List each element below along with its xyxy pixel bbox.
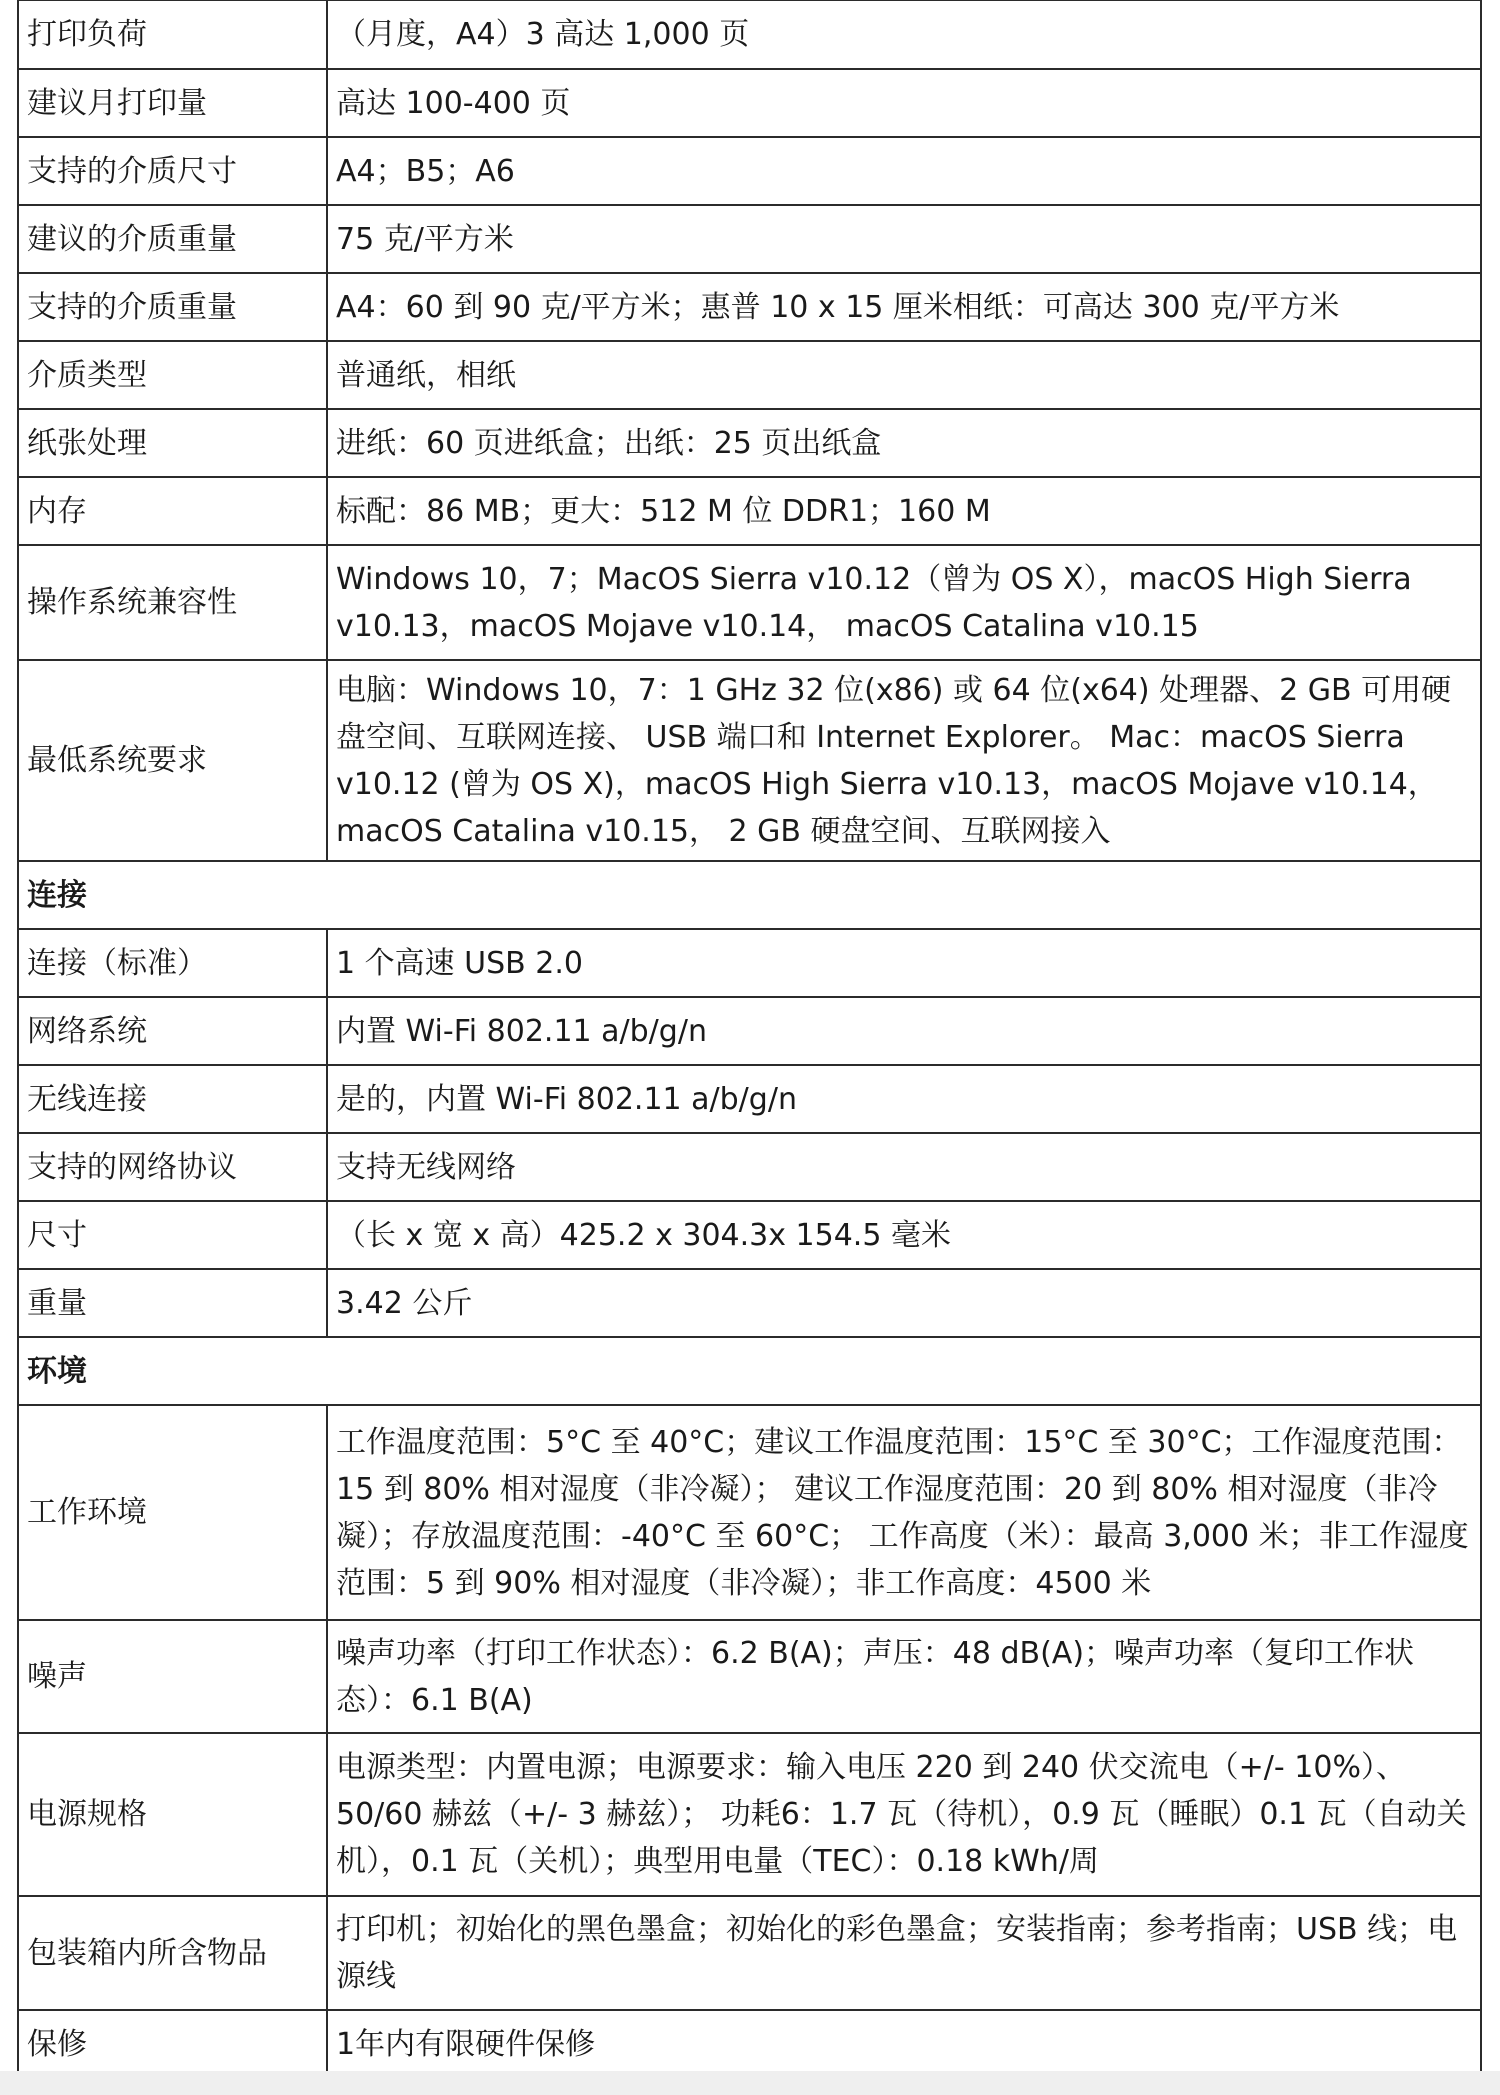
table-row: [18, 2010, 1481, 2078]
row-label: 内存: [18, 477, 327, 545]
table-row: [18, 341, 1481, 409]
spec-table-body: [18, 0, 1481, 2078]
row-value: 打印机；初始化的黑色墨盒；初始化的彩色墨盒；安装指南；参考指南；USB 线；电源线: [327, 1896, 1481, 2010]
table-row: [18, 409, 1481, 477]
table-row: [18, 1896, 1481, 2010]
table-row: [18, 477, 1481, 545]
row-label: 工作环境: [18, 1405, 327, 1620]
row-value: 内置 Wi-Fi 802.11 a/b/g/n: [327, 997, 1481, 1065]
table-row: [18, 1133, 1481, 1201]
row-label: 最低系统要求: [18, 660, 327, 861]
table-row: [18, 929, 1481, 997]
table-row: [18, 1620, 1481, 1733]
section-title-environment: 环境: [18, 1337, 1481, 1405]
row-value: 标配：86 MB；更大：512 M 位 DDR1；160 M: [327, 477, 1481, 545]
table-row: [18, 1201, 1481, 1269]
section-header: [18, 861, 1481, 929]
row-value: 1年内有限硬件保修: [327, 2010, 1481, 2078]
row-label: 建议月打印量: [18, 69, 327, 137]
row-label: 打印负荷: [18, 0, 327, 69]
row-value: 普通纸，相纸: [327, 341, 1481, 409]
table-row: [18, 997, 1481, 1065]
row-label: 无线连接: [18, 1065, 327, 1133]
table-row: [18, 205, 1481, 273]
table-row: [18, 545, 1481, 660]
row-value: Windows 10，7；MacOS Sierra v10.12（曾为 OS X），macOS High Sierra v10.13，macOS Mojave v10.14， macOS Catalina v10.15: [327, 545, 1481, 660]
table-row: [18, 69, 1481, 137]
row-value: 电源类型：内置电源；电源要求：输入电压 220 到 240 伏交流电（+/- 10%）、50/60 赫兹（+/- 3 赫兹）； 功耗6：1.7 瓦（待机），0.9 瓦（睡眠）0.1 瓦（自动关机），0.1 瓦（关机）；典型用电量（TEC）：0.18 kWh/周: [327, 1733, 1481, 1896]
row-value: （月度，A4）3 高达 1,000 页: [327, 0, 1481, 69]
table-row: [18, 1065, 1481, 1133]
table-row: [18, 273, 1481, 341]
table-row: [18, 137, 1481, 205]
row-label: 网络系统: [18, 997, 327, 1065]
row-label: 尺寸: [18, 1201, 327, 1269]
spec-table: [17, 0, 1482, 2079]
section-header: [18, 1337, 1481, 1405]
row-value: 进纸：60 页进纸盒；出纸：25 页出纸盒: [327, 409, 1481, 477]
row-label: 操作系统兼容性: [18, 545, 327, 660]
row-value: 是的，内置 Wi-Fi 802.11 a/b/g/n: [327, 1065, 1481, 1133]
row-value: 高达 100-400 页: [327, 69, 1481, 137]
row-value: 电脑：Windows 10，7：1 GHz 32 位(x86) 或 64 位(x64) 处理器、2 GB 可用硬盘空间、互联网连接、 USB 端口和 Internet Explorer。 Mac：macOS Sierra v10.12 (曾为 OS X)，macOS High Sierra v10.13，macOS Mojave v10.14，macOS Catalina v10.15， 2 GB 硬盘空间、互联网接入: [327, 660, 1481, 861]
table-row: [18, 1405, 1481, 1620]
row-label: 电源规格: [18, 1733, 327, 1896]
row-value: 3.42 公斤: [327, 1269, 1481, 1337]
row-value: A4：60 到 90 克/平方米；惠普 10 x 15 厘米相纸：可高达 300 克/平方米: [327, 273, 1481, 341]
row-label: 支持的网络协议: [18, 1133, 327, 1201]
row-label: 建议的介质重量: [18, 205, 327, 273]
row-label: 连接（标准）: [18, 929, 327, 997]
table-row: [18, 1269, 1481, 1337]
row-label: 纸张处理: [18, 409, 327, 477]
row-value: （长 x 宽 x 高）425.2 x 304.3x 154.5 毫米: [327, 1201, 1481, 1269]
row-value: 75 克/平方米: [327, 205, 1481, 273]
row-label: 重量: [18, 1269, 327, 1337]
row-label: 包装箱内所含物品: [18, 1896, 327, 2010]
row-value: 1 个高速 USB 2.0: [327, 929, 1481, 997]
row-label: 噪声: [18, 1620, 327, 1733]
page-bottom-band: [0, 2071, 1500, 2095]
row-value: 支持无线网络: [327, 1133, 1481, 1201]
row-value: 工作温度范围：5°C 至 40°C；建议工作温度范围：15°C 至 30°C；工作湿度范围：15 到 80% 相对湿度（非冷凝）； 建议工作湿度范围：20 到 80% 相对湿度（非冷凝）；存放温度范围：-40°C 至 60°C； 工作高度（米）：最高 3,000 米；非工作湿度范围：5 到 90% 相对湿度（非冷凝）；非工作高度：4500 米: [327, 1405, 1481, 1620]
row-value: 噪声功率（打印工作状态）：6.2 B(A)；声压：48 dB(A)；噪声功率（复印工作状态）：6.1 B(A): [327, 1620, 1481, 1733]
table-row: [18, 660, 1481, 861]
section-title-connection: 连接: [18, 861, 1481, 929]
row-label: 保修: [18, 2010, 327, 2078]
table-row: [18, 1733, 1481, 1896]
row-label: 支持的介质尺寸: [18, 137, 327, 205]
row-value: A4；B5；A6: [327, 137, 1481, 205]
row-label: 支持的介质重量: [18, 273, 327, 341]
row-label: 介质类型: [18, 341, 327, 409]
table-row: [18, 0, 1481, 69]
